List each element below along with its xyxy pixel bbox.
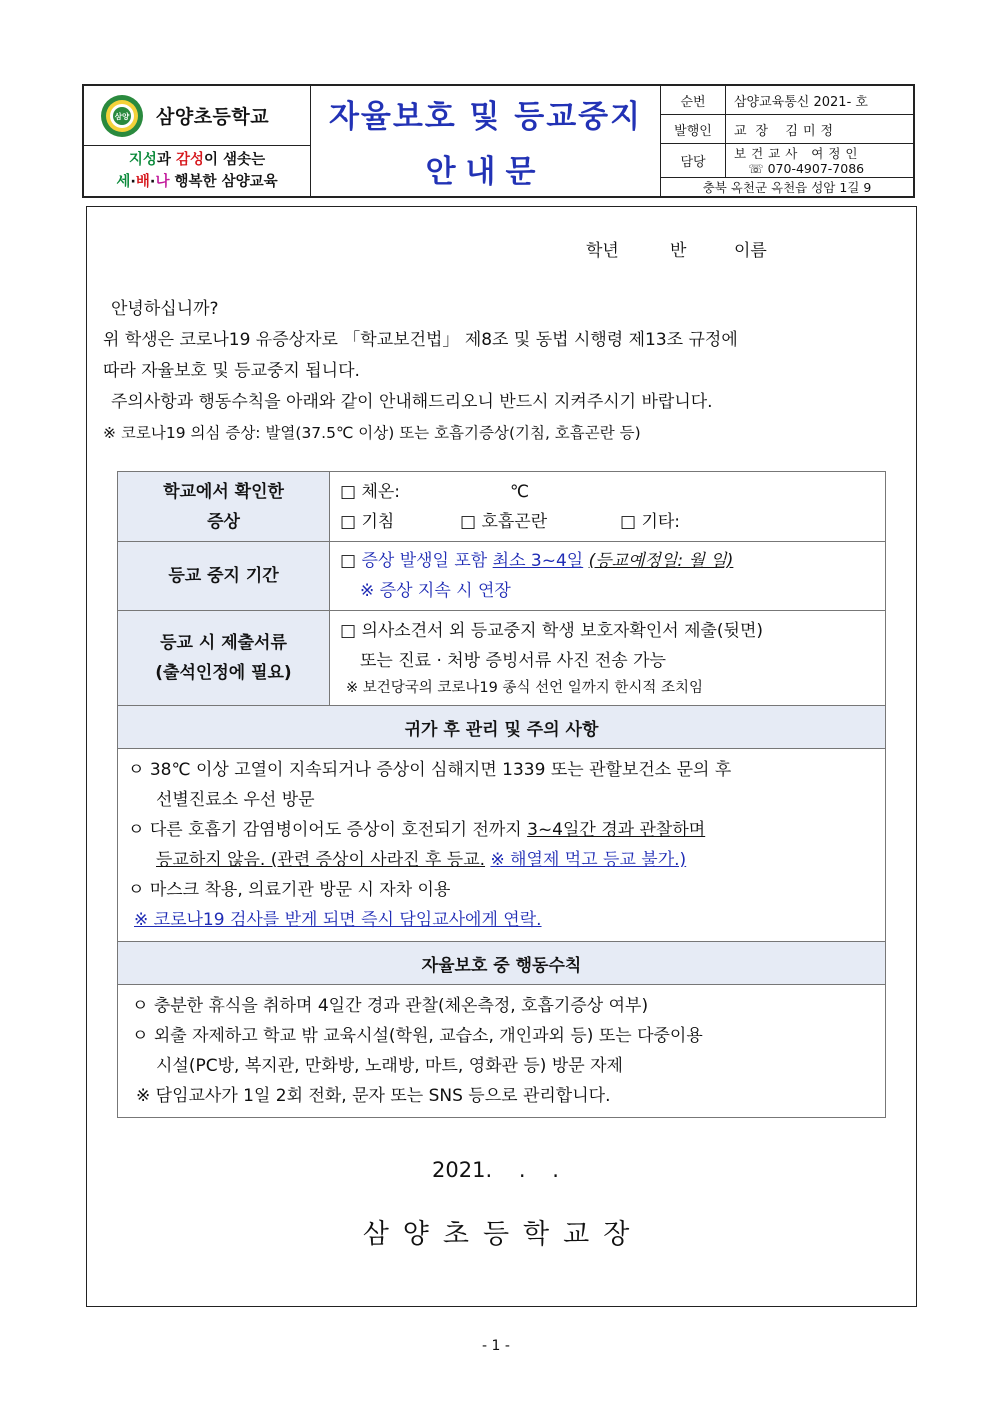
slogan-word: 나 (155, 174, 170, 190)
serial-value: 삼양교육통신 2021- 호 (734, 94, 868, 110)
documents-note: ※ 보건당국의 코로나19 종식 선언 일까지 한시적 조치임 (346, 680, 704, 696)
title-line-2: 안내문 (425, 154, 546, 190)
principal-signature: 삼양초등학교장 (362, 1219, 644, 1250)
documents-content (330, 611, 886, 706)
slogan-line-1 (129, 149, 265, 171)
home-care-emphasis: 등교하지 않음. (관련 증상이 사라진 후 등교. (156, 850, 486, 870)
home-care-item-cont: 선별진료소 우선 방문 (156, 790, 315, 810)
contact-value (726, 144, 913, 177)
slogan-word: 지성 (128, 152, 157, 168)
home-care-emphasis: ※ 해열제 먹고 등교 불가.) (490, 850, 687, 870)
period-line-1 (340, 546, 875, 576)
document-header (82, 84, 915, 198)
issuer-label: 발행인 (661, 115, 726, 143)
documents-label-line: 등교 시 제출서류 (160, 633, 287, 653)
symptoms-label-line: 학교에서 확인한 (163, 481, 284, 502)
guidance-table (117, 471, 886, 1118)
documents-label (118, 611, 330, 706)
home-care-item: ㅇ 마스크 착용, 의료기관 방문 시 자차 이용 (128, 880, 451, 900)
period-minimum: 최소 3~4일 (492, 551, 584, 571)
school-logo-icon (100, 94, 144, 138)
issuer-role: 교장 (734, 123, 778, 139)
info-contact-row (661, 144, 913, 178)
info-issuer-row (661, 115, 913, 144)
slogan-word: 이 샘솟는 (204, 152, 266, 168)
title-line-1: 자율보호 및 등교중지 (328, 99, 643, 135)
home-care-item (128, 815, 875, 845)
symptoms-checklist (330, 472, 886, 542)
symptom-temp-line (340, 477, 875, 507)
slogan-word: 행복한 삼양교육 (169, 174, 278, 190)
rules-header: 자율보호 중 행동수칙 (118, 942, 886, 985)
school-address: 충북 옥천군 옥천읍 성암 1길 9 (702, 180, 872, 195)
return-date: (등교예정일: 월 일) (588, 551, 734, 571)
page-number: - 1 - (482, 1338, 510, 1354)
breathing-checkbox[interactable]: □ 호흡곤란 (460, 511, 548, 532)
issuer-name: 김미정 (785, 123, 839, 139)
slogan-word: 세 (116, 174, 131, 190)
symptom-other-line (340, 507, 875, 537)
school-name: 삼양초등학교 (156, 106, 270, 128)
home-care-item-cont (128, 845, 875, 875)
symptoms-row (118, 472, 886, 542)
rule-item: ㅇ 외출 자제하고 학교 밖 교육시설(학원, 교습소, 개인과외 등) 또는 다중이용 (132, 1026, 703, 1046)
period-extension: ※ 증상 지속 시 연장 (360, 581, 511, 601)
home-care-item (128, 755, 875, 785)
home-care-emphasis: 3~4일간 경과 관찰하며 (527, 820, 706, 840)
other-checkbox[interactable]: □ 기타: (620, 511, 681, 532)
home-care-row (118, 749, 886, 942)
period-row (118, 542, 886, 611)
intro-text (103, 294, 883, 449)
home-care-header: 귀가 후 관리 및 주의 사항 (118, 706, 886, 749)
info-serial-row (661, 86, 913, 115)
issue-date: 2021. . . (432, 1158, 559, 1182)
issuer-value (726, 115, 913, 143)
cough-checkbox[interactable]: □ 기침 (340, 511, 395, 532)
class-label: 반 (670, 241, 687, 261)
contact-person: 보건교사 여정인 (734, 145, 863, 161)
name-label: 이름 (734, 241, 767, 261)
slogan-word: 과 (156, 152, 176, 168)
grade-label: 학년 (586, 241, 619, 261)
symptoms-label (118, 472, 330, 542)
symptom-note: ※ 코로나19 의심 증상: 발열(37.5℃ 이상) 또는 호흡기증상(기침, 호흡곤란 등) (103, 424, 641, 442)
intro-line-2: 따라 자율보호 및 등교중지 됩니다. (103, 361, 360, 381)
rules-row (118, 985, 886, 1118)
slogan-line-2 (116, 171, 277, 193)
student-info-line (586, 236, 767, 261)
rule-note: ※ 담임교사가 1일 2회 전화, 문자 또는 SNS 등으로 관리합니다. (136, 1086, 611, 1106)
logo-text: 삼양 (114, 111, 130, 121)
contact-label: 담당 (661, 144, 726, 177)
rules-header-row (118, 942, 886, 985)
school-block (84, 86, 311, 196)
period-text: 증상 발생일 포함 (361, 551, 488, 571)
home-care-list (118, 749, 886, 942)
test-notice: ※ 코로나19 검사를 받게 되면 즉시 담임교사에게 연락. (134, 910, 542, 930)
rule-item: ㅇ 충분한 휴식을 취하며 4일간 경과 관찰(체온측정, 호흡기증상 여부) (132, 996, 649, 1016)
temp-checkbox[interactable]: □ 체온: (340, 481, 401, 502)
period-checkbox[interactable]: □ (340, 551, 357, 571)
slogan-word: · (130, 174, 136, 190)
period-label: 등교 중지 기간 (118, 542, 330, 611)
documents-row (118, 611, 886, 706)
intro-line-1: 위 학생은 코로나19 유증상자로 「학교보건법」 제8조 및 동법 시행령 제13조 규정에 (103, 330, 738, 350)
issue-info (661, 86, 913, 196)
temp-unit: ℃ (510, 481, 530, 502)
home-care-header-row (118, 706, 886, 749)
intro-line-3: 주의사항과 행동수칙을 아래와 같이 안내해드리오니 반드시 지켜주시기 바랍니다. (111, 392, 713, 412)
contact-phone: ☏ 070-4907-7086 (748, 160, 865, 176)
documents-line-2: 또는 진료 · 처방 증빙서류 사진 전송 가능 (360, 651, 666, 671)
home-care-text: ㅇ 38℃ 이상 고열이 지속되거나 증상이 심해지면 (128, 760, 497, 780)
rules-list (118, 985, 886, 1118)
home-care-text: ㅇ 다른 호흡기 감염병이어도 증상이 호전되기 전까지 (128, 820, 528, 840)
school-identity (84, 86, 310, 146)
documents-line-1[interactable]: □ 의사소견서 외 등교중지 학생 보호자확인서 제출(뒷면) (340, 621, 764, 641)
slogan-word: 배 (135, 174, 150, 190)
greeting: 안녕하십니까? (111, 299, 219, 319)
slogan-word: · (149, 174, 156, 190)
symptoms-label-line: 증상 (207, 511, 240, 532)
slogan-word: 감성 (175, 152, 204, 168)
documents-label-line: (출석인정에 필요) (155, 663, 292, 683)
home-care-text: 1339 또는 관할보건소 문의 후 (496, 760, 732, 780)
serial-label: 순번 (661, 86, 726, 114)
document-title (311, 86, 661, 196)
school-slogan (84, 146, 310, 196)
period-content (330, 542, 886, 611)
rule-item-cont: 시설(PC방, 복지관, 만화방, 노래방, 마트, 영화관 등) 방문 자제 (156, 1056, 623, 1076)
